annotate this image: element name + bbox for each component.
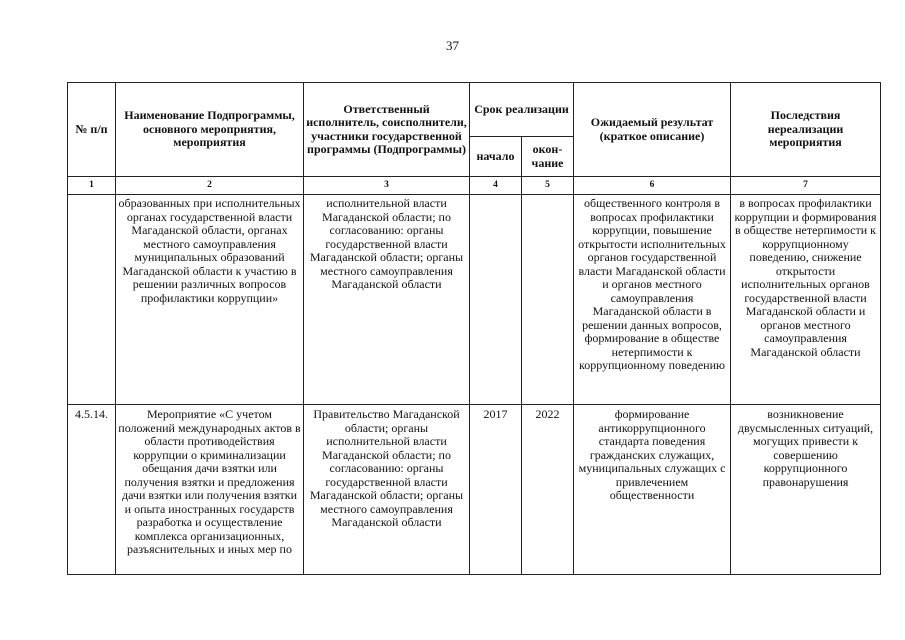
header-end: окон-чание bbox=[522, 137, 574, 177]
row-name: Мероприятие «С учетом положений международных актов в области противодействия коррупции о криминализации обещания дачи взятки или получения взятки и предложения дачи взятки или получения взятки и опыта иностранных государств разработка и осуществление комплекса организационных, разъяснительных и иных мер по bbox=[116, 405, 304, 575]
header-start: начало bbox=[470, 137, 522, 177]
program-table bbox=[67, 82, 881, 575]
column-number: 2 bbox=[116, 177, 304, 195]
header-executor: Ответственный исполнитель, соисполнители, участники государственной программы (Подпрограммы) bbox=[304, 83, 470, 177]
column-number: 3 bbox=[304, 177, 470, 195]
header-row bbox=[68, 83, 881, 137]
row-start bbox=[470, 195, 522, 405]
row-number bbox=[68, 195, 116, 405]
header-number: № п/п bbox=[68, 83, 116, 177]
row-executor: исполнительной власти Магаданской области; по согласованию: органы государственной власти Магаданской области; органы местного самоуправления Магаданской области bbox=[304, 195, 470, 405]
row-number: 4.5.14. bbox=[68, 405, 116, 575]
header-term: Срок реализации bbox=[470, 83, 574, 137]
row-start: 2017 bbox=[470, 405, 522, 575]
column-number: 6 bbox=[574, 177, 731, 195]
column-number: 1 bbox=[68, 177, 116, 195]
row-result: формирование антикоррупционного стандарта поведения гражданских служащих, муниципальных служащих с привлечением общественности bbox=[574, 405, 731, 575]
header-result: Ожидаемый результат (краткое описание) bbox=[574, 83, 731, 177]
row-end bbox=[522, 195, 574, 405]
header-consequences: Последствия нереализации мероприятия bbox=[731, 83, 881, 177]
column-number: 7 bbox=[731, 177, 881, 195]
header-name: Наименование Подпрограммы, основного мероприятия, мероприятия bbox=[116, 83, 304, 177]
row-result: общественного контроля в вопросах профилактики коррупции, повышение открытости исполнительных органов государственной власти Магаданской области и органов местного самоуправления Магаданской области в решении данных вопросов, формирование в обществе нетерпимости к коррупционному поведению bbox=[574, 195, 731, 405]
table-row bbox=[68, 195, 881, 405]
column-number: 5 bbox=[522, 177, 574, 195]
row-end: 2022 bbox=[522, 405, 574, 575]
row-executor: Правительство Магаданской области; органы исполнительной власти Магаданской области; по согласованию: органы государственной власти Магаданской области; органы местного самоуправления Магаданской области bbox=[304, 405, 470, 575]
column-number: 4 bbox=[470, 177, 522, 195]
table-row bbox=[68, 405, 881, 575]
row-consequences: в вопросах профилактики коррупции и формирования в обществе нетерпимости к коррупционному поведению, снижение открытости исполнительных органов государственной власти Магаданской области и органов местного самоуправления Магаданской области bbox=[731, 195, 881, 405]
row-consequences: возникновение двусмысленных ситуаций, могущих привести к совершению коррупционного правонарушения bbox=[731, 405, 881, 575]
column-number-row bbox=[68, 177, 881, 195]
page-number: 37 bbox=[446, 38, 459, 53]
row-name: образованных при исполнительных органах государственной власти Магаданской области, органах местного самоуправления муниципальных образований Магаданской области к участию в решении различных вопросов профилактики коррупции» bbox=[116, 195, 304, 405]
